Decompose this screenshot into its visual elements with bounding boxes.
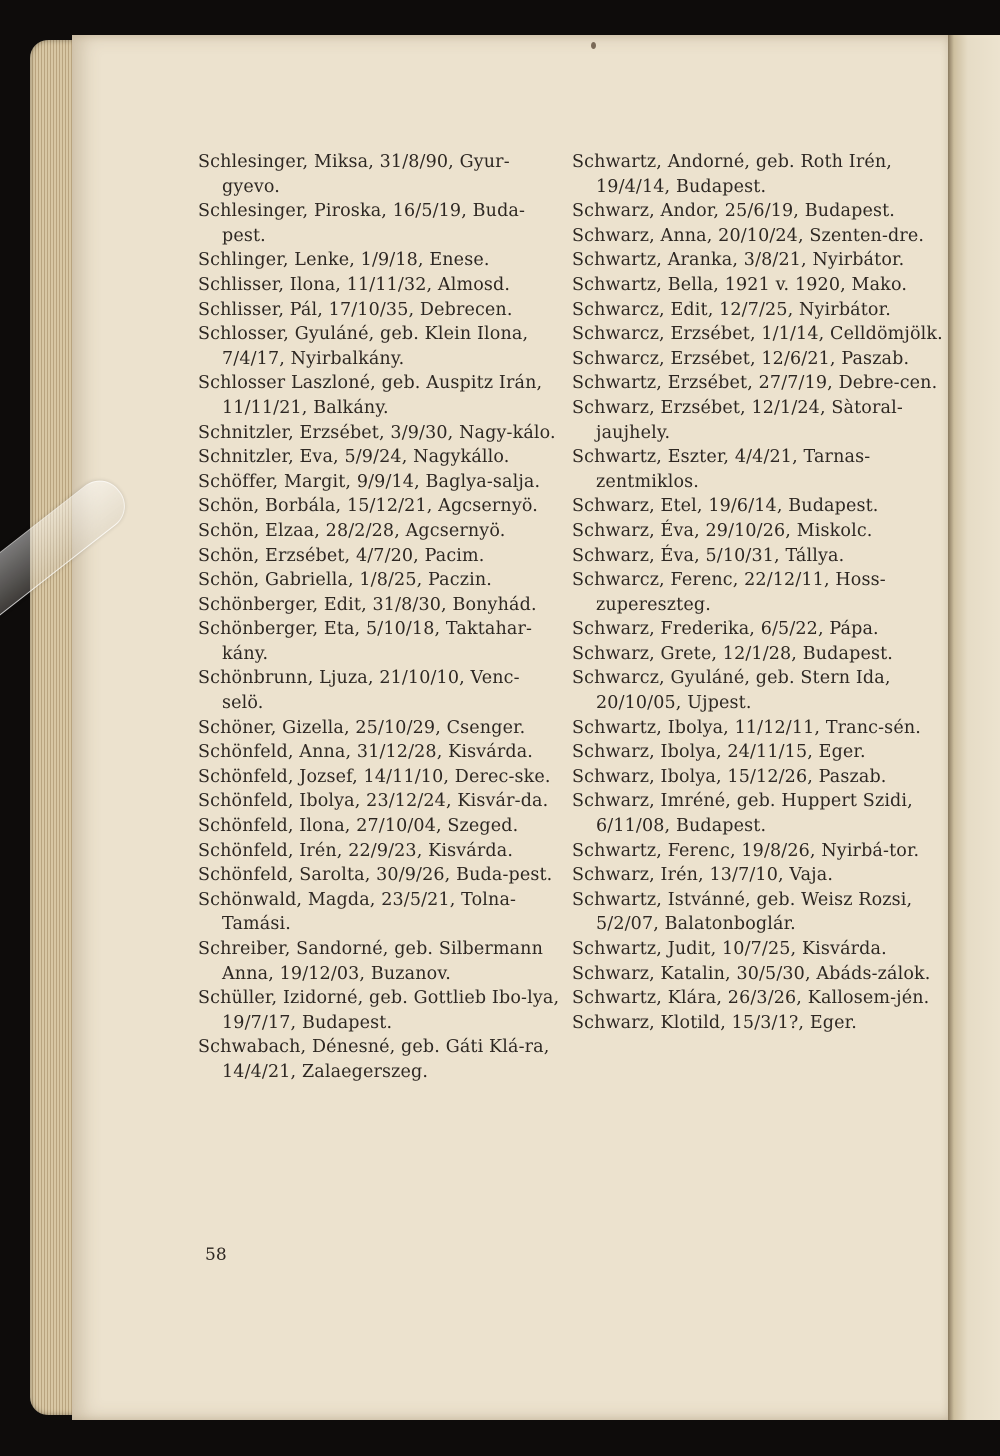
- list-item: Schwabach, Dénesné, geb. Gáti Klá-ra, 14/4/21, Zalaegerszeg.: [198, 1037, 550, 1082]
- list-item: Schwartz, Eszter, 4/4/21, Tarnas-zentmiklos.: [572, 447, 871, 492]
- list-item: Schwarz, Ibolya, 15/12/26, Paszab.: [572, 766, 887, 787]
- list-item: Schwartz, Ferenc, 19/8/26, Nyirbá-tor.: [572, 840, 920, 861]
- left-column: [198, 150, 560, 1085]
- list-item: Schwartz, Istvánné, geb. Weisz Rozsi, 5/2/07, Balatonboglár.: [572, 889, 913, 935]
- list-item: Schwartz, Klára, 26/3/26, Kallosem-jén.: [572, 988, 930, 1009]
- list-item: Schöffer, Margit, 9/9/14, Baglya-salja.: [198, 471, 541, 492]
- list-item: Schwarcz, Erzsébet, 12/6/21, Paszab.: [572, 348, 910, 369]
- list-item: Schwarz, Frederika, 6/5/22, Pápa.: [572, 619, 879, 640]
- list-item: Schnitzler, Erzsébet, 3/9/30, Nagy-kálo.: [198, 422, 556, 443]
- list-item: Schön, Borbála, 15/12/21, Agcsernyö.: [198, 496, 538, 517]
- list-item: Schwartz, Bella, 1921 v. 1920, Mako.: [572, 274, 908, 295]
- list-item: Schlosser Laszloné, geb. Auspitz Irán, 11/11/21, Balkány.: [198, 373, 543, 418]
- list-item: Schüller, Izidorné, geb. Gottlieb Ibo-lya, 19/7/17, Budapest.: [198, 988, 560, 1033]
- list-item: Schwarz, Imréné, geb. Huppert Szidi, 6/11/08, Budapest.: [572, 791, 913, 837]
- list-item: Schwarz, Katalin, 30/5/30, Abáds-zálok.: [572, 963, 931, 984]
- next-page-edge: [948, 35, 1000, 1420]
- right-column: [572, 150, 944, 1035]
- list-item: Schönwald, Magda, 23/5/21, Tolna-Tamási.: [198, 889, 517, 935]
- list-item: Schwarcz, Erzsébet, 1/1/14, Celldömjölk.: [572, 324, 943, 345]
- list-item: Schlesinger, Miksa, 31/8/90, Gyur-gyevo.: [198, 152, 510, 197]
- list-item: Schönfeld, Ilona, 27/10/04, Szeged.: [198, 816, 519, 837]
- list-item: Schönfeld, Ibolya, 23/12/24, Kisvár-da.: [198, 791, 549, 812]
- list-item: Schwarz, Éva, 5/10/31, Tállya.: [572, 545, 845, 566]
- list-item: Schönberger, Edit, 31/8/30, Bonyhád.: [198, 594, 537, 615]
- list-item: Schwarcz, Gyuláné, geb. Stern Ida, 20/10/05, Ujpest.: [572, 668, 891, 714]
- list-item: Schlosser, Gyuláné, geb. Klein Ilona, 7/4/17, Nyirbalkány.: [198, 324, 529, 369]
- list-item: Schwartz, Ibolya, 11/12/11, Tranc-sén.: [572, 717, 921, 738]
- list-item: Schwarz, Grete, 12/1/28, Budapest.: [572, 643, 893, 664]
- list-item: Schnitzler, Eva, 5/9/24, Nagykállo.: [198, 447, 510, 468]
- list-item: Schöner, Gizella, 25/10/29, Csenger.: [198, 717, 526, 738]
- list-item: Schönfeld, Anna, 31/12/28, Kisvárda.: [198, 742, 534, 763]
- list-item: Schwartz, Judit, 10/7/25, Kisvárda.: [572, 939, 887, 959]
- list-item: Schwarz, Erzsébet, 12/1/24, Sàtoral-jaujhely.: [572, 397, 903, 443]
- list-item: Schön, Elzaa, 28/2/28, Agcsernyö.: [198, 520, 506, 541]
- list-item: Schwarz, Anna, 20/10/24, Szenten-dre.: [572, 225, 925, 246]
- list-item: Schwarz, Éva, 29/10/26, Miskolc.: [572, 520, 873, 541]
- list-item: Schlinger, Lenke, 1/9/18, Enese.: [198, 250, 490, 271]
- list-item: Schwarcz, Ferenc, 22/12/11, Hoss-zupereszteg.: [572, 570, 886, 615]
- page-number: 58: [205, 1245, 227, 1265]
- list-item: Schlisser, Pál, 17/10/35, Debrecen.: [198, 299, 513, 320]
- list-item: Schönberger, Eta, 5/10/18, Taktahar-kány.: [198, 619, 533, 664]
- list-item: Schwarz, Etel, 19/6/14, Budapest.: [572, 496, 879, 517]
- list-item: Schwarz, Ibolya, 24/11/15, Eger.: [572, 742, 866, 763]
- list-item: Schön, Gabriella, 1/8/25, Paczin.: [198, 570, 492, 591]
- list-item: Schwartz, Andorné, geb. Roth Irén, 19/4/14, Budapest.: [572, 152, 893, 197]
- ink-speck: [591, 42, 596, 49]
- list-item: Schwartz, Erzsébet, 27/7/19, Debre-cen.: [572, 373, 938, 394]
- list-item: Schwartz, Aranka, 3/8/21, Nyirbátor.: [572, 250, 905, 271]
- list-item: Schwarz, Irén, 13/7/10, Vaja.: [572, 865, 834, 886]
- list-item: Schön, Erzsébet, 4/7/20, Pacim.: [198, 545, 485, 566]
- list-item: Schwarz, Klotild, 15/3/1?, Eger.: [572, 1012, 857, 1033]
- list-item: Schwarcz, Edit, 12/7/25, Nyirbátor.: [572, 299, 891, 320]
- list-item: Schlisser, Ilona, 11/11/32, Almosd.: [198, 274, 511, 295]
- list-item: Schönfeld, Sarolta, 30/9/26, Buda-pest.: [198, 865, 553, 886]
- list-item: Schönfeld, Jozsef, 14/11/10, Derec-ske.: [198, 766, 551, 787]
- list-item: Schönfeld, Irén, 22/9/23, Kisvárda.: [198, 840, 514, 861]
- list-item: Schlesinger, Piroska, 16/5/19, Buda-pest.: [198, 201, 526, 246]
- list-item: Schönbrunn, Ljuza, 21/10/10, Venc-selö.: [198, 668, 520, 714]
- list-item: Schreiber, Sandorné, geb. Silbermann Anna, 19/12/03, Buzanov.: [198, 939, 544, 984]
- list-item: Schwarz, Andor, 25/6/19, Budapest.: [572, 201, 895, 222]
